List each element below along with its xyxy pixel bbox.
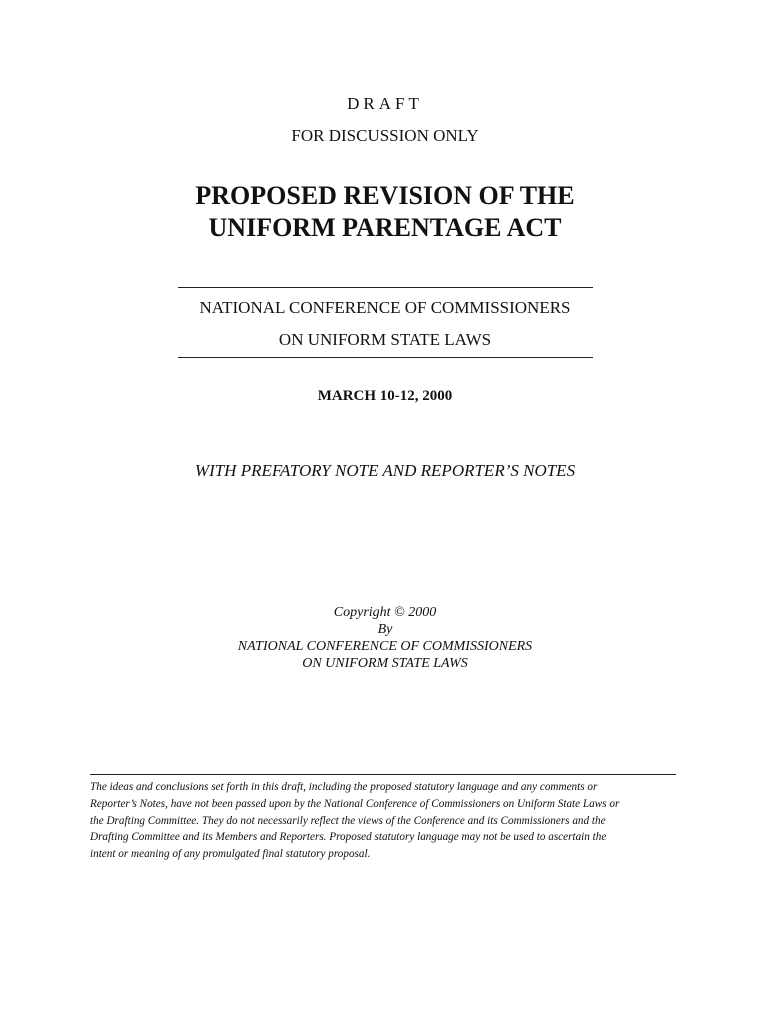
top-rule [178, 287, 593, 288]
title-line-1: PROPOSED REVISION OF THE [195, 181, 575, 210]
conference-line-1: NATIONAL CONFERENCE OF COMMISSIONERS [199, 298, 571, 317]
disclaimer-line: the Drafting Committee. They do not necessarily reflect the views of the Conference and its Commissioners and the [90, 814, 606, 827]
draft-label: DRAFT [347, 94, 423, 113]
disclaimer-line: intent or meaning of any promulgated final statutory proposal. [90, 848, 371, 861]
disclaimer-text [90, 779, 690, 863]
disclaimer-line: Drafting Committee and its Members and Reporters. Proposed statutory language may not be used to ascertain the [90, 831, 607, 844]
footer-rule [90, 774, 676, 775]
middle-rule [178, 357, 593, 358]
meeting-date: MARCH 10-12, 2000 [317, 388, 453, 404]
document-title [0, 180, 770, 244]
title-line-2: UNIFORM PARENTAGE ACT [208, 213, 562, 242]
disclaimer-line: The ideas and conclusions set forth in this draft, including the proposed statutory language and any comments or [90, 781, 598, 793]
conference-line-2: ON UNIFORM STATE LAWS [278, 330, 492, 349]
disclaimer-line: Reporter’s Notes, have not been passed upon by the National Conference of Commissioners on Uniform State Laws or [90, 797, 620, 810]
copyright-line: Copyright © 2000 [333, 605, 437, 620]
discussion-label: FOR DISCUSSION ONLY [291, 126, 479, 145]
notes-subtitle: WITH PREFATORY NOTE AND REPORTER’S NOTES [194, 461, 576, 480]
copyright-by: By [377, 622, 393, 637]
copyright-block [0, 604, 770, 672]
copyright-holder-line-2: ON UNIFORM STATE LAWS [302, 656, 468, 671]
copyright-holder-line-1: NATIONAL CONFERENCE OF COMMISSIONERS [237, 639, 533, 654]
